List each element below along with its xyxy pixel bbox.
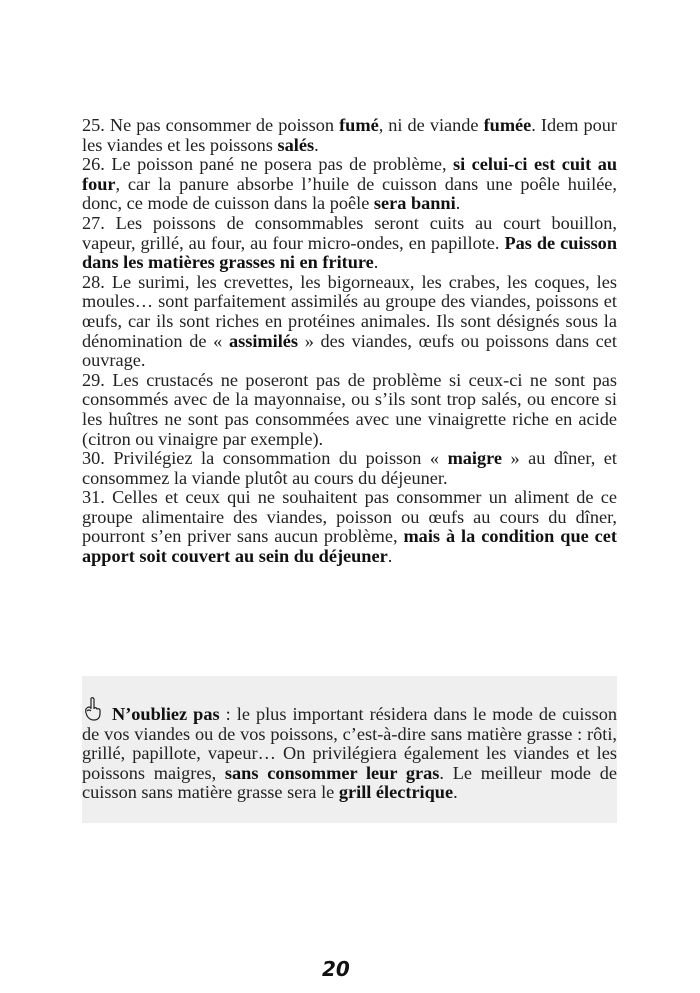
bold-text: assimilés xyxy=(228,330,299,351)
list-item xyxy=(82,488,617,566)
text-run: 30. Privilégiez la consommation du poisson « xyxy=(82,448,448,469)
page-number: 20 xyxy=(322,957,350,981)
reminder-text xyxy=(82,676,617,803)
bold-text: grill électrique xyxy=(338,782,454,803)
bold-text: N’oubliez pas xyxy=(112,704,220,724)
bold-text: sera banni xyxy=(373,193,456,214)
text-run: . Idem pour les viandes et les poissons xyxy=(82,115,617,155)
text-run: 31. Celles et ceux qui ne souhaitent pas consommer un aliment de ce groupe alimentaire des viandes, poisson ou œufs au cours du dîner, pourront s’en priver sans aucun problème, xyxy=(82,487,617,547)
text-run: . xyxy=(387,546,393,567)
list-item xyxy=(82,273,617,371)
text-run: . xyxy=(373,252,379,273)
list-item xyxy=(82,155,617,214)
text-run: 26. Le poisson pané ne posera pas de problème, xyxy=(82,154,453,175)
list-item xyxy=(82,116,617,155)
text-run: 29. Les crustacés ne poseront pas de problème si ceux-ci ne sont pas consommés avec de la mayonnaise, ou s’ils sont trop salés, ou encore si les huîtres ne sont pas consommées avec une vinaigrette riche en acide (citron ou vinaigre par exemple). xyxy=(82,369,617,449)
text-run: » au dîner, et consommez la viande plutôt au cours du déjeuner. xyxy=(82,448,617,488)
text-run: 28. Le surimi, les crevettes, les bigorneaux, les crabes, les coques, les moules… sont parfaitement assimilés au groupe des viandes, poissons et œufs, car ils sont riches en protéines animales. Ils sont désignés sous la dénomination de « xyxy=(82,271,617,351)
bold-text: si celui-ci est cuit au four xyxy=(82,154,618,194)
bold-text: Pas de cuisson dans les matières grasses ni en friture xyxy=(82,232,617,273)
text-run: 27. Les poissons de consommables seront cuits au court bouillon, vapeur, grillé, au four, au four micro-ondes, en papillote. xyxy=(82,212,617,253)
bold-text: mais à la condition que cet apport soit couvert au sein du déjeuner xyxy=(82,526,617,567)
text-run: » des viandes, œufs ou poissons dans cet ouvrage. xyxy=(82,330,617,371)
bold-text: salés xyxy=(277,134,315,155)
text-run: , ni de viande xyxy=(378,115,484,135)
text-run: : le plus important résidera dans le mode de cuisson de vos viandes ou de vos poissons, c’est-à-dire sans matière grasse : rôti, grillé, papillote, vapeur… On privilégiera également les viandes et les poissons maigres, xyxy=(82,704,617,783)
numbered-recommendations xyxy=(82,116,617,567)
list-item xyxy=(82,371,617,449)
bold-text: fumée xyxy=(483,115,532,135)
text-run: . Le meilleur mode de cuisson sans matière grasse sera le xyxy=(82,762,618,803)
text-run: . xyxy=(455,193,461,214)
reminder-box xyxy=(82,676,617,823)
pointing-hand-icon xyxy=(82,696,104,722)
text-run: , car la panure absorbe l’huile de cuisson dans une poêle huilée, donc, ce mode de cuisson dans la poêle xyxy=(82,173,617,214)
bold-text: fumé xyxy=(339,115,379,135)
list-item xyxy=(82,449,617,488)
text-run: . xyxy=(453,782,458,803)
bold-text: maigre xyxy=(447,448,503,469)
text-run: 25. Ne pas consommer de poisson xyxy=(82,115,340,135)
list-item xyxy=(82,214,617,273)
text-run: . xyxy=(314,134,319,155)
bold-text: sans consommer leur gras xyxy=(224,762,440,783)
